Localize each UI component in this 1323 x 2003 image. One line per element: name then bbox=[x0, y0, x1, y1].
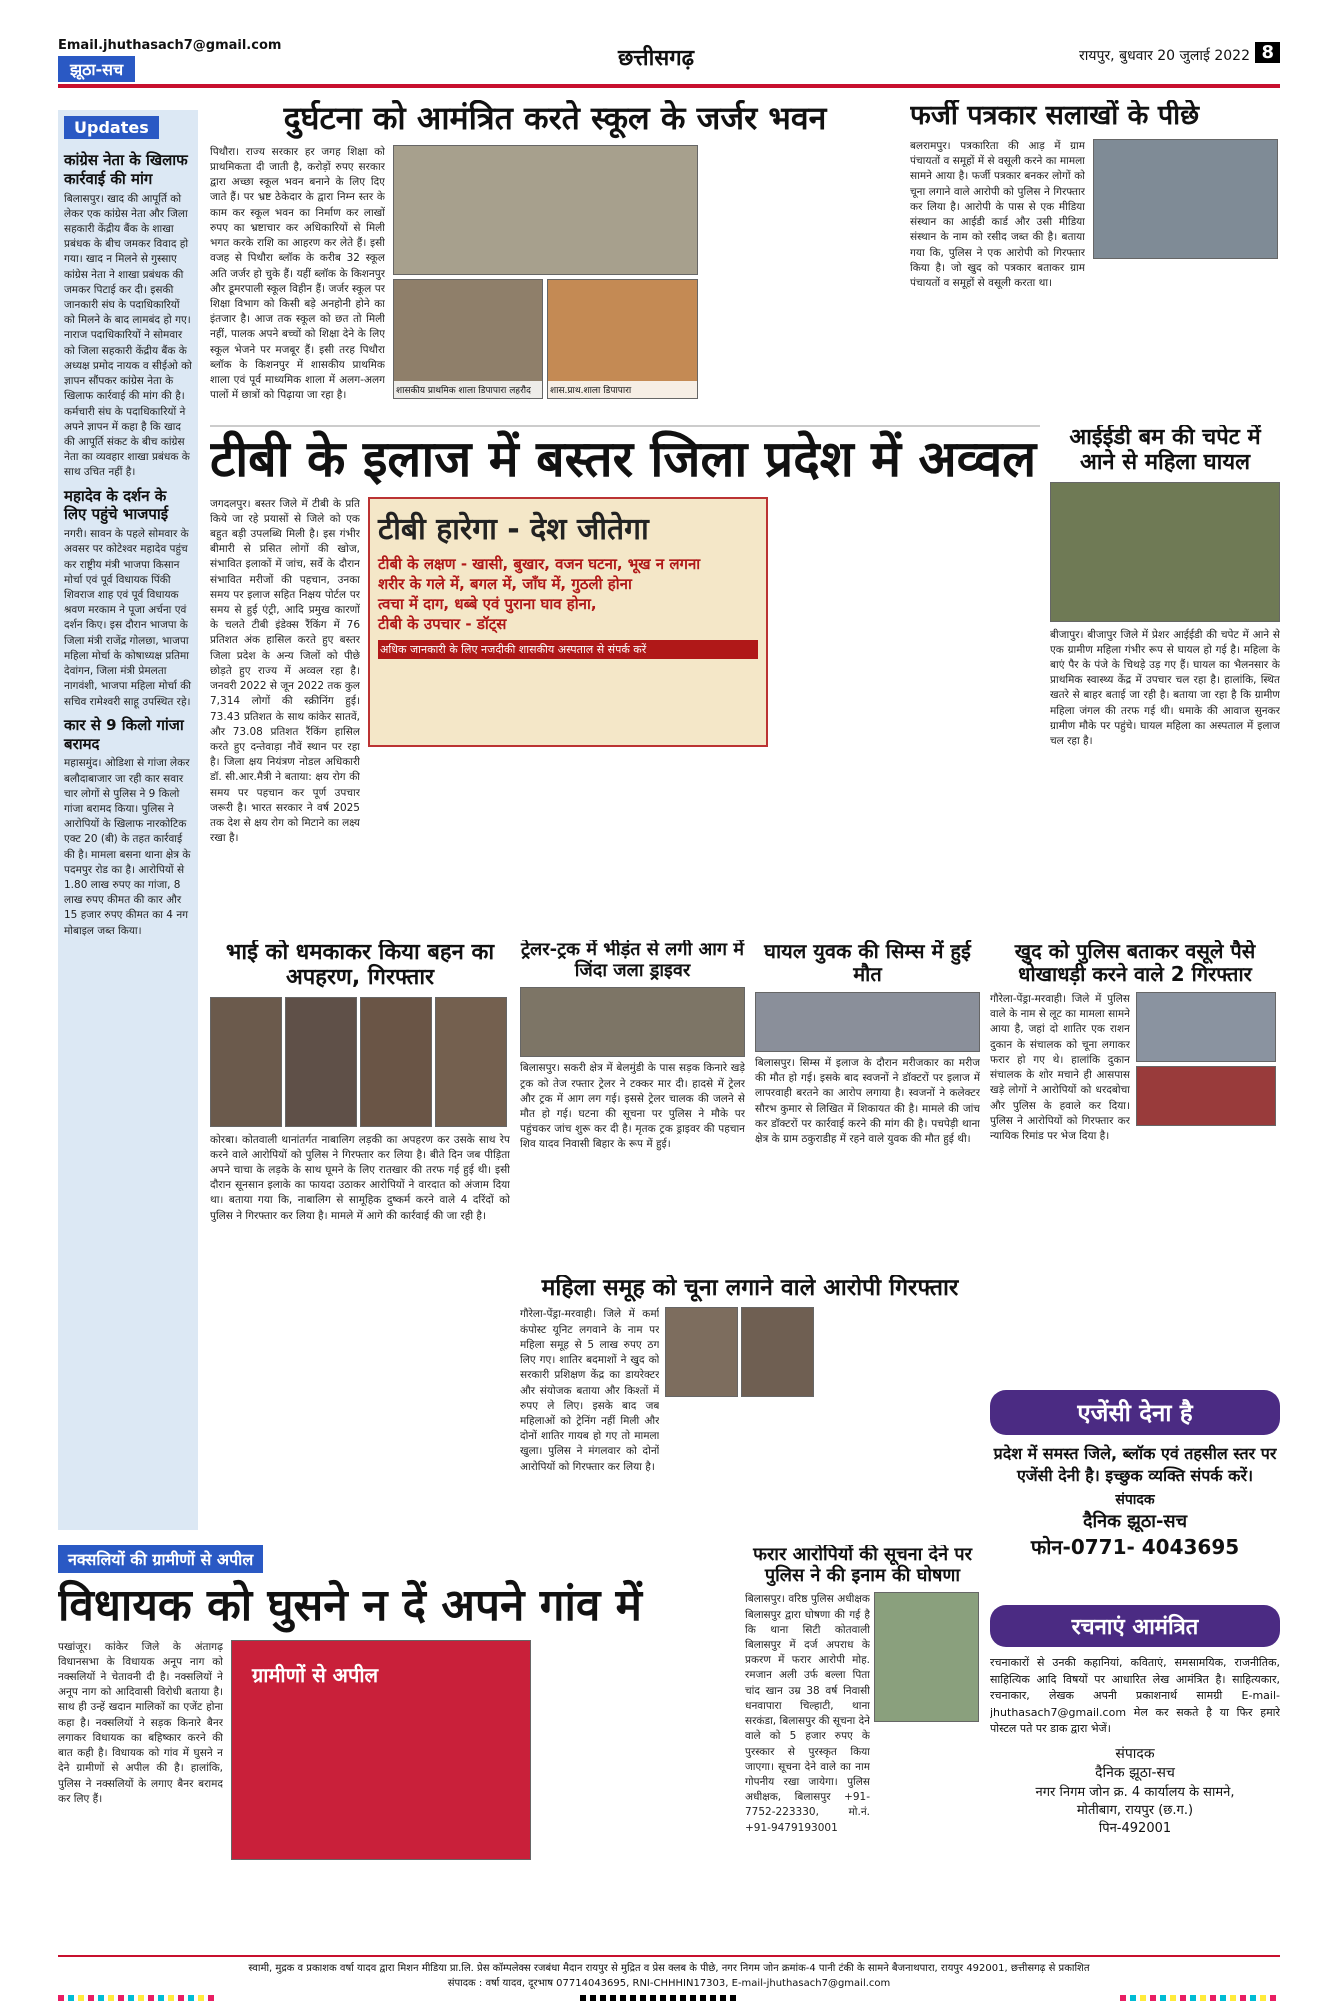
story-text: गौरेला-पेंड्रा-मरवाही। जिले में कर्मा कंपोस्ट यूनिट लगवाने के नाम पर महिला समूह से 5 लाख रुपए ठग लिए गए। शातिर बदमाशों ने खुद को सरकारी प्रशिक्षण केंद्र का डायरेक्टर और संयोजक बताया और किश्तों में रुपए ले लिए। इसके बाद जब महिलाओं को ट्रेनिंग नहीं मिली और दोनों शातिर गायब हो गए तो मामला खुला। पुलिस ने मंगलवार को दोनों आरोपियों को गिरफ्तार कर लिया है। bbox=[520, 1308, 660, 1473]
story-shg bbox=[520, 1275, 980, 1505]
story-fake-journalist bbox=[910, 100, 1280, 420]
story-text: बलरामपुर। पत्रकारिता की आड़ में ग्राम पंचायतों व समूहों में से वसूली करने का मामला सामने आया है। फर्जी पत्रकार बनकर लोगों को चूना लगाने वाले आरोपी को पुलिस ने गिरफ्तार कर लिया है। आरोपी के पास से एक मीडिया संस्थान का आईडी कार्ड और उसी मीडिया संस्थान के नाम को रसीद जब्त की है। बताया गया कि, पुलिस ने एक आरोपी को गिरफ्तार किया है। जो खुद को पत्रकार बताकर ग्राम पंचायतों व समूहों से वसूली करता था। bbox=[910, 140, 1085, 290]
agency-ad bbox=[990, 1390, 1280, 1600]
school-building-photo bbox=[547, 279, 698, 399]
story-headline: भाई को धमकाकर किया बहन का अपहरण, गिरफ्तार bbox=[225, 940, 495, 991]
accused-photo bbox=[210, 997, 282, 1127]
story-text-cont bbox=[539, 1640, 729, 1930]
story-injured bbox=[755, 940, 980, 1270]
sidebar-headline: कार से 9 किलो गांजा बरामद bbox=[64, 715, 184, 753]
ad-editor: संपादक bbox=[1115, 1492, 1155, 1509]
story-mla bbox=[58, 1545, 738, 1940]
ad-paper: दैनिक झूठा-सच bbox=[1082, 1511, 1188, 1533]
ad-text: प्रदेश में समस्त जिले, ब्लॉक एवं तहसील स्तर पर एजेंसी देनी है। इच्छुक व्यक्ति संपर्क करें। bbox=[993, 1444, 1277, 1485]
story-reward bbox=[745, 1545, 980, 1940]
school-wall-photo bbox=[393, 279, 543, 399]
story-headline: फर्जी पत्रकार सलाखों के पीछे bbox=[910, 100, 1200, 131]
story-text-cont bbox=[821, 1307, 980, 1487]
story-text: बीजापुर। बीजापुर जिले में प्रेशर आईईडी की चपेट में आने से एक ग्रामीण महिला गंभीर रूप से घायल हो गई है। महिला के बाएं पैर के पंजे के चिथड़े उड़ गए हैं। घायल का भैलनसार के प्राथमिक स्वास्थ्य केंद्र में उपचार चल रहा है। हालांकि, स्थित खतरे से बाहर बताई जा रही है। बताया जा रहा है कि ग्रामीण महिला जंगल की तरफ गई थी। धमाके की आवाज सुनकर ग्रामीण मौके पर पहुंचे। घायल महिला का अस्पताल में इलाज चल रहा है। bbox=[1050, 628, 1280, 748]
sidebar-text: बिलासपुर। खाद की आपूर्ति को लेकर एक कांग्रेस नेता और जिला सहकारी केंद्रीय बैंक के शाखा प्रबंधक के बीच जमकर विवाद हो गया। खाद न मिलने से गुस्साए कांग्रेस नेता ने शाखा प्रबंधक की जमकर पिटाई कर दी। इसकी जानकारी संघ के पदाधिकारियों को मिलने के बाद लामबंद हो गए। नाराज पदाधिकारियों ने सोमवार को जिला सहकारी केंद्रीय बैंक के अध्यक्ष प्रमोद नायक व सीईओ को ज्ञापन सौंपकर कांग्रेस नेता के खिलाफ कार्रवाई की मांग की है। कर्मचारी संघ के पदाधिकारियों ने अपने ज्ञापन में कहा है कि खाद की आपूर्ति संकट के बीच कांग्रेस नेता का व्यवहार शाखा प्रबंधक के साथ उचित नहीं है। bbox=[64, 192, 192, 479]
tb-awareness-banner bbox=[368, 497, 768, 747]
banner-slogan: टीबी हारेगा - देश जीतेगा bbox=[378, 511, 649, 547]
police-station-photo bbox=[874, 1592, 979, 1722]
story-kidnap bbox=[210, 940, 510, 1500]
story-headline: खुद को पुलिस बताकर वसूले पैसे धोखाधड़ी करने वाले 2 गिरफ्तार bbox=[1014, 940, 1256, 986]
story-ied bbox=[1050, 425, 1280, 920]
banner-line: शरीर के गले में, बगल में, जाँघ में, गुठली होना bbox=[378, 574, 632, 593]
story-extortion bbox=[990, 940, 1280, 1380]
masthead bbox=[58, 38, 1280, 86]
accused-photo bbox=[665, 1307, 738, 1397]
ad-address: नगर निगम जोन क्र. 4 कार्यालय के सामने, bbox=[1035, 1784, 1235, 1800]
story-text: बिलासपुर। सकरी क्षेत्र में बेलमुंडी के पास सड़क किनारे खड़े ट्रक को तेज रफ्तार ट्रेलर ने टक्कर मार दी। हादसे में ट्रेलर और ट्रक में आग लग गई। इससे ट्रेलर चालक की जलने से मौत हो गई। घटना की सूचना पर पुलिस ने मौके पर पहुंचकर जांच शुरू कर दी है। मृतक ट्रक ड्राइवर की पहचान शिव यादव निवासी बिहार के रूप में हुई। bbox=[520, 1062, 745, 1151]
banner-text: ग्रामीणों से अपील bbox=[252, 1662, 379, 1687]
sidebar-text: महासमुंद। ओडिशा से गांजा लेकर बलौदाबाजार जा रही कार सवार चार लोगों से पुलिस ने 9 किलो गांजा बरामद किया। पुलिस ने आरोपियों के खिलाफ नारकोटिक एक्ट 20 (बी) के तहत कार्रवाई की है। मामला बसना थाना क्षेत्र के पदमपुर रोड का है। आरोपियों से 1.80 लाख रुपए का गांजा, 8 लाख रुपए कीमत की कार और 15 हजार रुपए कीमत का 4 नग मोबाइल जब्त किया। bbox=[64, 757, 191, 937]
sidebar-text: नगरी। सावन के पहले सोमवार के अवसर पर कोटेश्वर महादेव पहुंच कर राष्ट्रीय मंत्री भाजपा किसान मोर्चा एवं पूर्व विधायक पिंकी शिवराज शाह एवं पूर्व विधायक श्रवण मरकाम ने पूजा अर्चना एवं दर्शन किए। इस दौरान भाजपा के जिला मंत्री राजेंद्र गोलछा, भाजपा महिला मोर्चा के कोषाध्यक्ष प्रतिमा देवांगन, जिला मंत्री प्रेमलता नागवंशी, भाजपा महिला मोर्चा की सचिव रामेश्वरी साहू उपस्थित रहे। bbox=[64, 528, 192, 708]
imprint-footer bbox=[58, 1955, 1280, 1991]
school-ceiling-photo bbox=[393, 145, 698, 275]
story-headline: टीबी के इलाज में बस्तर जिला प्रदेश में अव्वल bbox=[210, 430, 1037, 488]
story-headline: आईईडी बम की चपेट में आने से महिला घायल bbox=[1069, 425, 1261, 476]
ad-text: रचनाकारों से उनकी कहानियां, कविताएं, समसामयिक, राजनीतिक, साहित्यिक आदि विषयों पर आधारित लेख आमंत्रित है। साहित्यकार, रचनाकार, लेखक अपनी प्रकाशनार्थ सामग्री E-mail-jhuthasach7@gmail.com मेल कर सकते है या फिर हमारे पोस्टल पते पर डाक द्वारा भेजें। bbox=[990, 1656, 1280, 1735]
page-number: 8 bbox=[1255, 42, 1280, 63]
story-headline: दुर्घटना को आमंत्रित करते स्कूल के जर्जर भवन bbox=[283, 100, 827, 137]
ad-phone: फोन-0771- 4043695 bbox=[1030, 1535, 1240, 1560]
ad-paper: दैनिक झूठा-सच bbox=[1095, 1764, 1175, 1781]
brand-logo: झूठा-सच bbox=[58, 56, 135, 82]
story-headline: ट्रेलर-ट्रक में भीड़ंत से लगी आग में जिंदा जला ड्राइवर bbox=[520, 940, 745, 981]
story-headline: विधायक को घुसने न दें अपने गांव में bbox=[58, 1580, 642, 1631]
imprint-line: संपादक : वर्षा यादव, दूरभाष 07714043695, RNI-CHHHIN17303, E-mail-jhuthasach7@gmail.com bbox=[447, 1978, 891, 1989]
naxal-banner-photo bbox=[231, 1640, 531, 1860]
story-text-cont bbox=[706, 145, 896, 415]
story-text: पखांजूर। कांकेर जिले के अंतागढ़ विधानसभा के विधायक अनूप नाग को नक्सलियों ने चेतावनी दी है। नक्सलियों ने अनूप नाग को आदिवासी विरोधी बताया है। साथ ही उन्हें खदान मालिकों का एजेंट होना कहा है। नक्सलियों ने सड़क किनारे बैनर लगाकर विधायक का बहिष्कार करने की बात कही है। विधायक को गांव में घुसने न देने ग्रामीणों से अपील की है। हालांकि, पुलिस ने नक्सलियों के लगाए बैनर बरामद कर लिए हैं। bbox=[58, 1640, 223, 1805]
masthead-email: Email.jhuthasach7@gmail.com bbox=[58, 38, 282, 53]
dateline: रायपुर, बुधवार 20 जुलाई 2022 bbox=[1079, 48, 1250, 64]
story-trailer bbox=[520, 940, 745, 1270]
accused-photo bbox=[285, 997, 357, 1127]
banner-footer: अधिक जानकारी के लिए नजदीकी शासकीय अस्पताल से संपर्क करें bbox=[378, 640, 758, 659]
burnt-truck-photo bbox=[520, 987, 745, 1057]
story-text: बिलासपुर। सिम्स में इलाज के दौरान मरीजकार का मरीज की मौत हो गई। इसके बाद स्वजनों ने डॉक्टरों पर इलाज में लापरवाही बरतने का आरोप लगाया है। स्वजनों ने कलेक्टर सौरभ कुमार से लिखित में शिकायत की है। मामले की जांच कर डॉक्टरों पर कार्रवाई करने की मांग की है। पचपेड़ी थाना क्षेत्र के ग्राम ठकुराडीह में रहने वाले युवक की मौत हुई थी। bbox=[755, 1057, 980, 1146]
story-headline: फरार आरोपियों की सूचना देने पर पुलिस ने की इनाम की घोषणा bbox=[753, 1545, 972, 1586]
story-tb bbox=[210, 425, 1040, 920]
accused-photo bbox=[435, 997, 507, 1127]
ad-editor: संपादक bbox=[1115, 1745, 1155, 1762]
accused-photo bbox=[360, 997, 432, 1127]
story-text: कोरबा। कोतवाली थानांतर्गत नाबालिग लड़की का अपहरण कर उसके साथ रेप करने वाले आरोपियों को पुलिस ने गिरफ्तार कर लिया है। बीते दिन जब पीड़िता अपने चाचा के लड़के के साथ घूमने के लिए रातखार की तरफ गई हुई थी। इसी दौरान सूनसान इलाके का फायदा उठाकर आरोपियों ने वारदात को अंजाम दिया था। बताया गया कि, नाबालिग से सामूहिक दुष्कर्म करने वाले 4 दरिंदों को पुलिस ने गिरफ्तार कर लिया है। मामले में आगे की कार्रवाई की जा रही है। bbox=[210, 1133, 510, 1222]
photo-caption: शास.प्राथ.शाला डिपापारा bbox=[548, 381, 697, 398]
color-bar bbox=[1120, 1995, 1280, 2001]
story-headline: महिला समूह को चूना लगाने वाले आरोपी गिरफ्तार bbox=[541, 1275, 959, 1301]
ad-pin: पिन-492001 bbox=[1098, 1820, 1172, 1836]
ad-title: रचनाएं आमंत्रित bbox=[990, 1605, 1280, 1647]
story-text: बिलासपुर। वरिष्ठ पुलिस अधीक्षक बिलासपुर द्वारा घोषणा की गई है कि थाना सिटी कोतवाली बिलासपुर में दर्ज अपराध के प्रकरण में फरार आरोपी मोह. रमजान अली उर्फ बल्ला पिता चांद खान उम्र 38 वर्ष निवासी धनवापारा चिल्हाटी, थाना सरकंडा, बिलासपुर की सूचना देने वाले को 5 हजार रुपए के पुरस्कार से पुरस्कृत किया जाएगा। सूचना देने वाले का नाम गोपनीय रखा जायेगा। पुलिस अधीक्षक, बिलासपुर +91-7752-223330, मो.नं. +91-9479193001 bbox=[745, 1593, 870, 1834]
story-text-cont bbox=[776, 497, 1031, 897]
section-title: छत्तीसगढ़ bbox=[618, 46, 694, 71]
ad-address: मोतीबाग, रायपुर (छ.ग.) bbox=[1076, 1802, 1194, 1818]
sidebar-headline: कांग्रेस नेता के खिलाफ कार्रवाई की मांग bbox=[64, 151, 188, 188]
story-text: जगदलपुर। बस्तर जिले में टीबी के प्रति किये जा रहे प्रयासों से जिले को एक बहुत बड़ी उपलब्धि मिली है। इस गंभीर बीमारी से प्रसित लोगों की खोज, संभावित इलाकों में जांच, सर्वे के दौरान संभावित मरीजों की पहचान, उनका समय पर इलाज सहित निक्षय पोर्टल पर समय से हुई एंट्री, आदि प्रमुख कारणों के चलते टीबी इंडेक्स रैंकिंग में 76 प्रतिशत अंक हासिल करते हुए बस्तर जिला प्रदेश के अन्य जिलों को पीछे छोड़ते हुए राज्य में अव्वल रहा है। जनवरी 2022 से जून 2022 तक कुल 7,314 लोगों की स्क्रीनिंग हुई। 73.43 प्रतिशत के साथ कांकेर सातवें, और 73.08 प्रतिशत रैंकिंग हासिल करते हुए दन्तेवाड़ा नौवें स्थान पर रहा है। जिला क्षय नियंत्रण नोडल अधिकारी डॉ. सी.आर.मैत्री ने बताया: क्षय रोग की समय पर पहचान कर पूर्ण उपचार जरूरी है। भारत सरकार ने वर्ष 2025 तक देश से क्षय रोग को मिटाने का लक्ष्य रखा है। bbox=[210, 497, 360, 845]
updates-sidebar bbox=[58, 110, 198, 1530]
story-text: गौरेला-पेंड्रा-मरवाही। जिले में पुलिस वाले के नाम से लूट का मामला सामने आया है, जहां दो शातिर एक राशन दुकान के संचालक को चूना लगाकर फरार हो गए थे। हालांकि दुकान संचालक के शोर मचाने ही आसपास खड़े लोगों ने आरोपियों को धरदबोचा और पुलिस के हवाले कर दिया। पुलिस ने आरोपियों को गिरफ्तार कर न्यायिक रिमांड पर भेज दिया है। bbox=[990, 993, 1130, 1142]
banner-line: टीबी के लक्षण - खासी, बुखार, वजन घटना, भूख न लगना bbox=[378, 554, 701, 573]
motorcycle-photo bbox=[1136, 1066, 1276, 1126]
story-headline: घायल युवक की सिम्स में हुई मौत bbox=[764, 940, 971, 986]
accused-photo bbox=[1136, 992, 1276, 1062]
banner-line: टीबी के उपचार - डॉट्स bbox=[378, 614, 507, 633]
police-group-photo bbox=[1093, 139, 1278, 259]
updates-tag: Updates bbox=[64, 116, 159, 139]
ied-victim-photo bbox=[1050, 482, 1280, 622]
ad-title: एजेंसी देना है bbox=[990, 1390, 1280, 1435]
story-kicker: नक्सलियों की ग्रामीणों से अपील bbox=[58, 1545, 263, 1573]
header-rule bbox=[58, 84, 1280, 88]
accused-photo bbox=[741, 1307, 814, 1397]
sidebar-headline: महादेव के दर्शन के लिए पहुंचे भाजपाई bbox=[64, 486, 169, 524]
color-bar bbox=[58, 1995, 218, 2001]
photo-caption: शासकीय प्राथमिक शाला डिपापारा लहरौद bbox=[394, 381, 542, 398]
story-school bbox=[210, 100, 900, 435]
story-text: पिथौरा। राज्य सरकार हर जगह शिक्षा को प्राथमिकता दी जाती है, करोड़ों रुपए सरकार द्वारा अच्छा स्कूल भवन बनाने के लिए दिए जाते हैं। पर भ्रष्ट ठेकेदार के द्वारा निम्न स्तर के काम कर स्कूल भवन का निर्माण कर लाखों रुपए का भ्रष्टाचार कर अधिकारियों से मिली भगत करके राशि का आहरण कर लेते हैं। इसी वजह से पिथौरा ब्लॉक के करीब 32 स्कूल अति जर्जर हो चुके हैं। यहीं ब्लॉक के किशनपुर और डूमरपाली स्कूल विहीन हैं। जर्जर स्कूल पर शिक्षा विभाग को किसी बड़े अनहोनी होने का इंतजार है। आज तक स्कूल को छत तो मिली नहीं, पालक अपने बच्चों को शिक्षा देने के लिए स्कूल भेजने पर मजबूर हैं। इसी तरह पिथौरा ब्लॉक के किशनपुर में शासकीय प्राथमिक शाला एवं पूर्व माध्यमिक शाला में अलग-अलग पालों में छात्रों को पिढ़ाया जा रहा है। bbox=[210, 145, 385, 402]
color-bar bbox=[580, 1995, 740, 2001]
imprint-line: स्वामी, मुद्रक व प्रकाशक वर्षा यादव द्वारा मिशन मीडिया प्रा.लि. प्रेस कॉम्पलेक्स रजबंधा मैदान रायपुर से मुद्रित व प्रेस क्लब के पीछे, नगर निगम जोन क्रमांक-4 पानी टंकी के सामने बैजनाथपारा, रायपुर 492001, छत्तीसगढ़ से प्रकाशित bbox=[248, 1963, 1090, 1974]
people-photo bbox=[755, 992, 980, 1052]
rachna-ad bbox=[990, 1605, 1280, 1905]
banner-line: त्वचा में दाग, धब्बे एवं पुराना घाव होना, bbox=[378, 594, 597, 613]
